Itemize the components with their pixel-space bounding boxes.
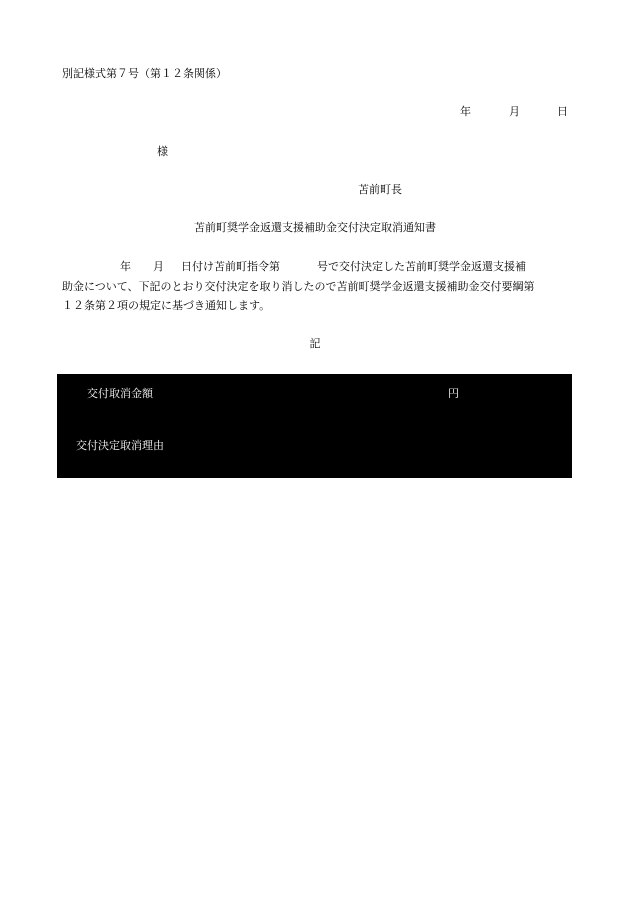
addressee-honorific: 様: [157, 145, 168, 158]
issuer-name: 苫前町長: [358, 183, 402, 196]
document-title: 苫前町奨学金返還支援補助金交付決定取消通知書: [194, 221, 436, 234]
body-line-1-rest: 号で交付決定した苫前町奨学金返還支援補: [317, 260, 526, 273]
body-month-label: 月: [153, 260, 164, 273]
date-month-label: 月: [509, 105, 520, 118]
body-line-2: 助金について、下記のとおり交付決定を取り消したので苫前町奨学金返還支援補助金交付要綱第: [62, 280, 535, 293]
yen-unit-label: 円: [448, 387, 459, 400]
body-day-reference: 日付け苫前町指令第: [181, 260, 280, 273]
ki-heading: 記: [309, 337, 321, 350]
body-year-label: 年: [120, 260, 131, 273]
cancellation-reason-label: 交付決定取消理由: [76, 439, 164, 452]
form-number-label: 別記様式第７号（第１２条関係）: [62, 67, 227, 80]
cancellation-amount-label: 交付取消金額: [87, 387, 153, 400]
date-year-label: 年: [460, 105, 471, 118]
date-day-label: 日: [557, 105, 568, 118]
body-line-3: １２条第２項の規定に基づき通知します。: [62, 299, 271, 312]
body-line-1: [62, 260, 526, 274]
details-table: [57, 374, 572, 478]
